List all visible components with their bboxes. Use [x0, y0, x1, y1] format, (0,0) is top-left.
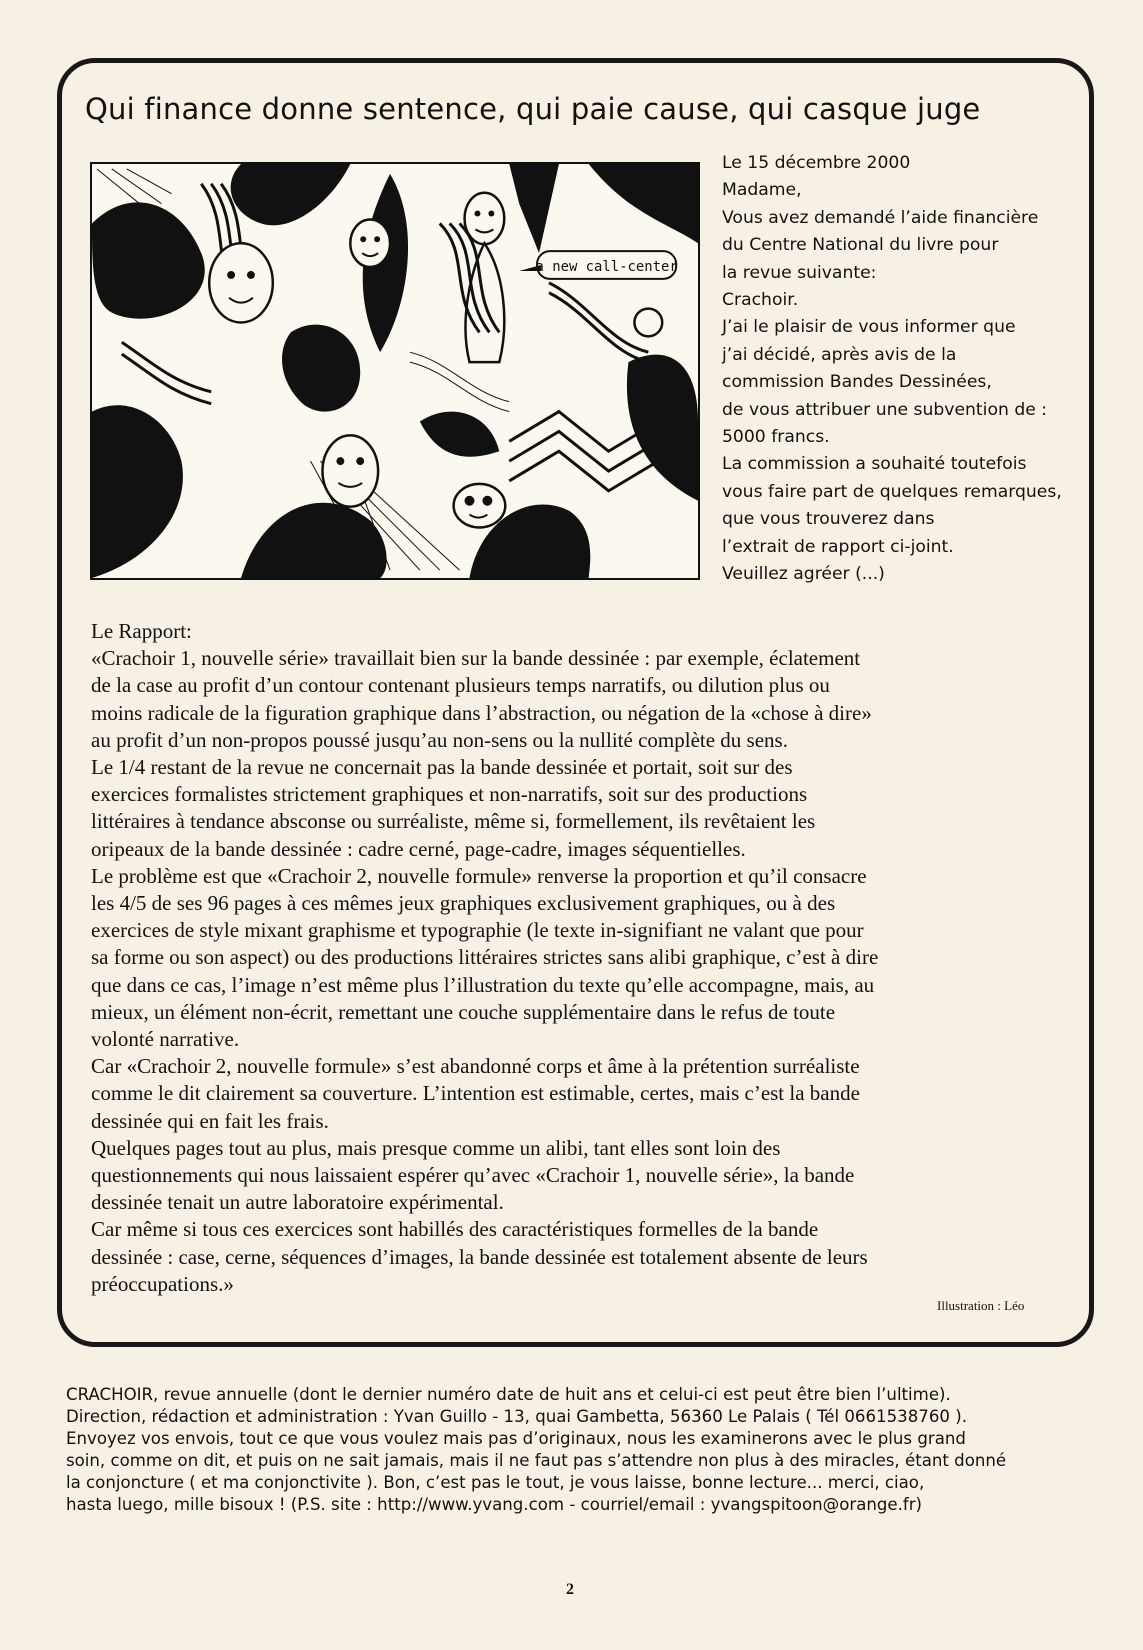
colophon-line: hasta luego, mille bisoux ! (P.S. site : http://www.yvang.com - courriel/email : yvangspitoon@orange.fr) [66, 1495, 923, 1514]
report-line: volonté narrative. [91, 1027, 240, 1052]
colophon-line: Envoyez vos envois, tout ce que vous voulez mais pas d’originaux, nous les examinerons avec le plus grand [66, 1429, 966, 1448]
letter-line: vous faire part de quelques remarques, [722, 481, 1062, 502]
report-line: de la case au profit d’un contour contenant plusieurs temps narratifs, ou dilution plus ou [91, 673, 830, 698]
letter-line: j’ai décidé, après avis de la [722, 344, 957, 365]
illustration [90, 162, 700, 580]
letter-text [722, 150, 1062, 589]
illustration-credit: Illustration : Léo [937, 1298, 1025, 1313]
letter-line: de vous attribuer une subvention de : [722, 399, 1048, 420]
report-line: préoccupations.» [91, 1271, 234, 1296]
report-line: dessinée qui en fait les frais. [91, 1108, 329, 1133]
colophon-line: Direction, rédaction et administration : Yvan Guillo - 13, quai Gambetta, 56360 Le Palais ( Tél 0661538760 ). [66, 1407, 967, 1426]
speech-bubble-text: a new call-center [535, 258, 678, 275]
letter-line: Le 15 décembre 2000 [722, 153, 911, 173]
report-line: Car même si tous ces exercices sont habillés des caractéristiques formelles de la bande [91, 1217, 819, 1242]
letter-line: Madame, [722, 180, 802, 201]
letter-line: Crachoir. [722, 290, 799, 311]
report-line: Quelques pages tout au plus, mais presque comme un alibi, tant elles sont loin des [91, 1135, 781, 1160]
report-line: Car «Crachoir 2, nouvelle formule» s’est abandonné corps et âme à la prétention surréaliste [91, 1054, 860, 1079]
report-line: sa forme ou son aspect) ou des productions littéraires strictes sans alibi graphique, c’est à dire [91, 945, 879, 970]
colophon [66, 1384, 1106, 1516]
report-line: oripeaux de la bande dessinée : cadre cerné, page-cadre, images séquentielles. [91, 836, 746, 861]
report-line: exercices formalistes strictement graphiques et non-narratifs, soit sur des productions [91, 782, 808, 807]
report-line: Le problème est que «Crachoir 2, nouvelle formule» renverse la proportion et qu’il consacre [91, 863, 867, 888]
report-line: les 4/5 de ses 96 pages à ces mêmes jeux graphiques exclusivement graphiques, ou à des [91, 891, 836, 916]
report-line: comme le dit clairement sa couverture. L’intention est estimable, certes, mais c’est la bande [91, 1081, 860, 1106]
report-line: Le Rapport: [91, 619, 192, 643]
page-number: 2 [566, 1581, 574, 1598]
letter-line: 5000 francs. [722, 427, 830, 448]
letter-line: la revue suivante: [722, 262, 877, 283]
letter-line: commission Bandes Dessinées, [722, 372, 992, 393]
report-line: «Crachoir 1, nouvelle série» travaillait bien sur la bande dessinée : par exemple, éclatement [91, 646, 861, 671]
letter-line: J’ai le plaisir de vous informer que [722, 317, 1016, 338]
report-line: mieux, un élément non-écrit, remettant une couche supplémentaire dans le refus de toute [91, 999, 836, 1024]
letter-line: Veuillez agréer (...) [722, 564, 885, 585]
article-title: Qui finance donne sentence, qui paie cause, qui casque juge [85, 92, 981, 126]
colophon-line: CRACHOIR, revue annuelle (dont le dernier numéro date de huit ans et celui-ci est peut être bien l’ultime). [66, 1385, 951, 1404]
illustration-drawing [92, 164, 698, 578]
report-text [91, 618, 1066, 1298]
report-line: Le 1/4 restant de la revue ne concernait pas la bande dessinée et portait, soit sur des [91, 755, 793, 780]
report-line: exercices de style mixant graphisme et typographie (le texte in-signifiant ne valant que pour [91, 918, 864, 943]
colophon-line: soin, comme on dit, et puis on ne sait jamais, mais il ne faut pas s’attendre non plus à des miracles, étant donné [66, 1451, 1007, 1470]
letter-line: Vous avez demandé l’aide financière [722, 207, 1039, 228]
letter-line: que vous trouverez dans [722, 509, 935, 530]
report-line: au profit d’un non-propos poussé jusqu’au non-sens ou la nullité complète du sens. [91, 727, 788, 752]
report-line: littéraires à tendance absconse ou surréaliste, même si, formellement, ils revêtaient les [91, 809, 816, 834]
report-line: moins radicale de la figuration graphique dans l’abstraction, ou négation de la «chose à dire» [91, 700, 872, 725]
report-line: questionnements qui nous laissaient espérer qu’avec «Crachoir 1, nouvelle série», la bande [91, 1163, 855, 1188]
letter-line: du Centre National du livre pour [722, 235, 999, 256]
letter-line: La commission a souhaité toutefois [722, 454, 1027, 475]
report-line: que dans ce cas, l’image n’est même plus l’illustration du texte qu’elle accompagne, mais, au [91, 972, 875, 997]
report-line: dessinée tenait un autre laboratoire expérimental. [91, 1190, 504, 1215]
colophon-line: la conjoncture ( et ma conjonctivite ). Bon, c’est pas le tout, je vous laisse, bonne lecture... merci, ciao, [66, 1473, 925, 1492]
report-line: dessinée : case, cerne, séquences d’images, la bande dessinée est totalement absente de leurs [91, 1244, 868, 1269]
letter-line: l’extrait de rapport ci-joint. [722, 536, 954, 557]
